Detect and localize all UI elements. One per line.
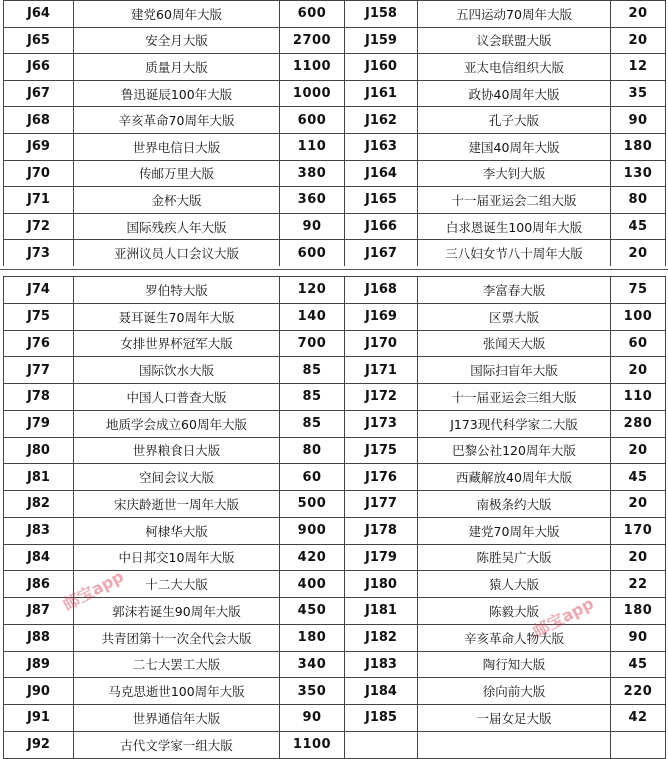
stamp-code-cell: J175: [345, 437, 418, 464]
stamp-code-cell: J158: [345, 1, 418, 28]
stamp-code-cell: J170: [345, 330, 418, 357]
stamp-code-cell: J79: [4, 410, 74, 437]
price-cell: 130: [611, 160, 666, 187]
stamp-code-cell: J166: [345, 213, 418, 240]
price-cell: 12: [611, 54, 666, 81]
stamp-name-cell: 中日邦交10周年大版: [74, 544, 280, 571]
stamp-name-cell: 徐向前大版: [418, 678, 611, 705]
stamp-code-cell: J179: [345, 544, 418, 571]
stamp-code-cell: J77: [4, 357, 74, 384]
table-row: [4, 277, 666, 304]
price-cell: 60: [280, 464, 345, 491]
price-cell: 20: [611, 1, 666, 28]
stamp-code-cell: J184: [345, 678, 418, 705]
stamp-code-cell: J64: [4, 1, 74, 28]
stamp-code-cell: J78: [4, 384, 74, 411]
stamp-name-cell: 国际扫盲年大版: [418, 357, 611, 384]
stamp-name-cell: 西藏解放40周年大版: [418, 464, 611, 491]
price-cell: 140: [280, 303, 345, 330]
price-cell: 2700: [280, 27, 345, 54]
price-cell: 85: [280, 357, 345, 384]
table-row: [4, 410, 666, 437]
price-cell: 90: [280, 213, 345, 240]
table-row: [4, 1, 666, 28]
price-cell: 500: [280, 491, 345, 518]
price-cell: 35: [611, 80, 666, 107]
price-cell: 600: [280, 107, 345, 134]
stamp-code-cell: J183: [345, 651, 418, 678]
stamp-name-cell: 十二大大版: [74, 571, 280, 598]
stamp-code-cell: J171: [345, 357, 418, 384]
stamp-code-cell: J164: [345, 160, 418, 187]
price-cell: 1100: [280, 731, 345, 758]
table-row: [4, 160, 666, 187]
table-row: [4, 384, 666, 411]
stamp-code-cell: J87: [4, 598, 74, 625]
stamp-code-cell: J161: [345, 80, 418, 107]
table-row: [4, 27, 666, 54]
stamp-name-cell: 金杯大版: [74, 187, 280, 214]
stamp-code-cell: J167: [345, 240, 418, 267]
table-row: [4, 651, 666, 678]
stamp-code-cell: J159: [345, 27, 418, 54]
stamp-name-cell: 世界通信年大版: [74, 705, 280, 732]
price-cell: 90: [611, 107, 666, 134]
stamp-name-cell: 建党60周年大版: [74, 1, 280, 28]
stamp-name-cell: 空间会议大版: [74, 464, 280, 491]
stamp-code-cell: J68: [4, 107, 74, 134]
stamp-code-cell: J185: [345, 705, 418, 732]
stamp-name-cell: 质量月大版: [74, 54, 280, 81]
stamp-code-cell: J176: [345, 464, 418, 491]
table-row: [4, 80, 666, 107]
stamp-name-cell: 孔子大版: [418, 107, 611, 134]
table-row: [4, 464, 666, 491]
table-row: [4, 240, 666, 267]
price-cell: 100: [611, 303, 666, 330]
table-row: [4, 107, 666, 134]
price-cell: 110: [611, 384, 666, 411]
price-cell: 1000: [280, 80, 345, 107]
stamp-name-cell: 三八妇女节八十周年大版: [418, 240, 611, 267]
price-cell: 900: [280, 517, 345, 544]
stamp-name-cell: 郭沫若诞生90周年大版: [74, 598, 280, 625]
stamp-name-cell: 世界粮食日大版: [74, 437, 280, 464]
stamp-name-cell: 辛亥革命70周年大版: [74, 107, 280, 134]
stamp-price-table-top: [3, 0, 666, 267]
stamp-code-cell: J73: [4, 240, 74, 267]
stamp-code-cell: J91: [4, 705, 74, 732]
stamp-code-cell: J88: [4, 624, 74, 651]
stamp-code-cell: J172: [345, 384, 418, 411]
stamp-code-cell: J173: [345, 410, 418, 437]
stamp-code-cell: J76: [4, 330, 74, 357]
stamp-code-cell: J71: [4, 187, 74, 214]
table-row: [4, 598, 666, 625]
stamp-name-cell: 猿人大版: [418, 571, 611, 598]
stamp-code-cell: J74: [4, 277, 74, 304]
price-cell: 600: [280, 1, 345, 28]
stamp-name-cell: 陈胜吴广大版: [418, 544, 611, 571]
price-cell: 20: [611, 240, 666, 267]
table-row: [4, 624, 666, 651]
price-cell: 600: [280, 240, 345, 267]
stamp-code-cell: J160: [345, 54, 418, 81]
price-cell: 400: [280, 571, 345, 598]
stamp-code-cell: J81: [4, 464, 74, 491]
stamp-name-cell: 陶行知大版: [418, 651, 611, 678]
price-cell: 1100: [280, 54, 345, 81]
stamp-code-cell: J82: [4, 491, 74, 518]
stamp-name-cell: 罗伯特大版: [74, 277, 280, 304]
stamp-name-cell: 世界电信日大版: [74, 133, 280, 160]
stamp-code-cell: J80: [4, 437, 74, 464]
stamp-name-cell: 白求恩诞生100周年大版: [418, 213, 611, 240]
table-row: [4, 491, 666, 518]
price-cell: 350: [280, 678, 345, 705]
table-row: [4, 678, 666, 705]
price-cell: 700: [280, 330, 345, 357]
price-cell: 380: [280, 160, 345, 187]
price-cell: 45: [611, 464, 666, 491]
stamp-code-cell: J66: [4, 54, 74, 81]
stamp-code-cell: J90: [4, 678, 74, 705]
price-cell: 360: [280, 187, 345, 214]
stamp-code-cell: J67: [4, 80, 74, 107]
table-gap: [0, 266, 668, 276]
stamp-name-cell: 南极条约大版: [418, 491, 611, 518]
stamp-name-cell: J173现代科学家二大版: [418, 410, 611, 437]
price-cell: 450: [280, 598, 345, 625]
watermark-right: 邮宝app: [529, 593, 597, 642]
price-cell: 85: [280, 410, 345, 437]
price-cell: 420: [280, 544, 345, 571]
stamp-name-cell: 聂耳诞生70周年大版: [74, 303, 280, 330]
price-cell: 20: [611, 357, 666, 384]
stamp-name-cell: 巴黎公社120周年大版: [418, 437, 611, 464]
stamp-code-cell: J181: [345, 598, 418, 625]
table-row: [4, 731, 666, 758]
stamp-code-cell: J178: [345, 517, 418, 544]
stamp-code-cell: J165: [345, 187, 418, 214]
stamp-name-cell: 鲁迅诞辰100年大版: [74, 80, 280, 107]
stamp-code-cell: J182: [345, 624, 418, 651]
stamp-name-cell: 马克思逝世100周年大版: [74, 678, 280, 705]
table-row: [4, 437, 666, 464]
stamp-name-cell: 议会联盟大版: [418, 27, 611, 54]
price-cell: 20: [611, 544, 666, 571]
price-cell: 180: [611, 133, 666, 160]
stamp-name-cell: 亚洲议员人口会议大版: [74, 240, 280, 267]
price-cell: 220: [611, 678, 666, 705]
stamp-code-cell: J83: [4, 517, 74, 544]
watermark-left: 邮宝app: [59, 566, 127, 615]
stamp-name-cell: 共青团第十一次全代会大版: [74, 624, 280, 651]
price-cell: 180: [611, 598, 666, 625]
stamp-name-cell: 柯棣华大版: [74, 517, 280, 544]
stamp-name-cell: 张闻天大版: [418, 330, 611, 357]
stamp-name-cell: 女排世界杯冠军大版: [74, 330, 280, 357]
stamp-name-cell: 一届女足大版: [418, 705, 611, 732]
price-cell: 22: [611, 571, 666, 598]
stamp-name-cell: 安全月大版: [74, 27, 280, 54]
stamp-code-cell: J84: [4, 544, 74, 571]
table-row: [4, 54, 666, 81]
stamp-name-cell: 五四运动70周年大版: [418, 1, 611, 28]
stamp-name-cell: 辛亥革命人物大版: [418, 624, 611, 651]
stamp-code-cell: [345, 731, 418, 758]
price-cell: 340: [280, 651, 345, 678]
stamp-code-cell: J180: [345, 571, 418, 598]
table-row: [4, 213, 666, 240]
table-row: [4, 517, 666, 544]
price-cell: 20: [611, 437, 666, 464]
stamp-code-cell: J75: [4, 303, 74, 330]
price-cell: 90: [611, 624, 666, 651]
stamp-code-cell: J72: [4, 213, 74, 240]
price-cell: 80: [611, 187, 666, 214]
table-row: [4, 571, 666, 598]
stamp-name-cell: 政协40周年大版: [418, 80, 611, 107]
table-row: [4, 544, 666, 571]
stamp-name-cell: 十一届亚运会二组大版: [418, 187, 611, 214]
stamp-code-cell: J163: [345, 133, 418, 160]
stamp-name-cell: 传邮万里大版: [74, 160, 280, 187]
stamp-code-cell: J89: [4, 651, 74, 678]
stamp-name-cell: 二七大罢工大版: [74, 651, 280, 678]
stamp-name-cell: 建党70周年大版: [418, 517, 611, 544]
stamp-name-cell: 国际残疾人年大版: [74, 213, 280, 240]
stamp-name-cell: 建国40周年大版: [418, 133, 611, 160]
price-cell: 20: [611, 27, 666, 54]
stamp-name-cell: 古代文学家一组大版: [74, 731, 280, 758]
stamp-code-cell: J162: [345, 107, 418, 134]
table-row: [4, 330, 666, 357]
stamp-price-table-bottom: [3, 276, 666, 759]
price-cell: 180: [280, 624, 345, 651]
table-row: [4, 187, 666, 214]
stamp-code-cell: J70: [4, 160, 74, 187]
price-cell: 45: [611, 213, 666, 240]
stamp-name-cell: 中国人口普查大版: [74, 384, 280, 411]
price-cell: 20: [611, 491, 666, 518]
stamp-code-cell: J69: [4, 133, 74, 160]
stamp-name-cell: 地质学会成立60周年大版: [74, 410, 280, 437]
divider: [0, 269, 668, 270]
stamp-code-cell: J177: [345, 491, 418, 518]
stamp-code-cell: J65: [4, 27, 74, 54]
price-cell: 110: [280, 133, 345, 160]
price-cell: 170: [611, 517, 666, 544]
table-row: [4, 303, 666, 330]
stamp-name-cell: [418, 731, 611, 758]
price-cell: 120: [280, 277, 345, 304]
stamp-name-cell: 李大钊大版: [418, 160, 611, 187]
stamp-name-cell: 国际饮水大版: [74, 357, 280, 384]
price-cell: 90: [280, 705, 345, 732]
price-cell: 60: [611, 330, 666, 357]
stamp-code-cell: J92: [4, 731, 74, 758]
stamp-code-cell: J168: [345, 277, 418, 304]
price-cell: 42: [611, 705, 666, 732]
stamp-name-cell: 区票大版: [418, 303, 611, 330]
stamp-code-cell: J86: [4, 571, 74, 598]
stamp-name-cell: 李富春大版: [418, 277, 611, 304]
price-cell: 80: [280, 437, 345, 464]
table-row: [4, 357, 666, 384]
price-cell: 75: [611, 277, 666, 304]
stamp-name-cell: 亚太电信组织大版: [418, 54, 611, 81]
price-cell: 45: [611, 651, 666, 678]
stamp-name-cell: 十一届亚运会三组大版: [418, 384, 611, 411]
price-cell: [611, 731, 666, 758]
stamp-name-cell: 陈毅大版: [418, 598, 611, 625]
stamp-name-cell: 宋庆龄逝世一周年大版: [74, 491, 280, 518]
table-row: [4, 705, 666, 732]
price-cell: 280: [611, 410, 666, 437]
table-row: [4, 133, 666, 160]
price-cell: 85: [280, 384, 345, 411]
stamp-code-cell: J169: [345, 303, 418, 330]
